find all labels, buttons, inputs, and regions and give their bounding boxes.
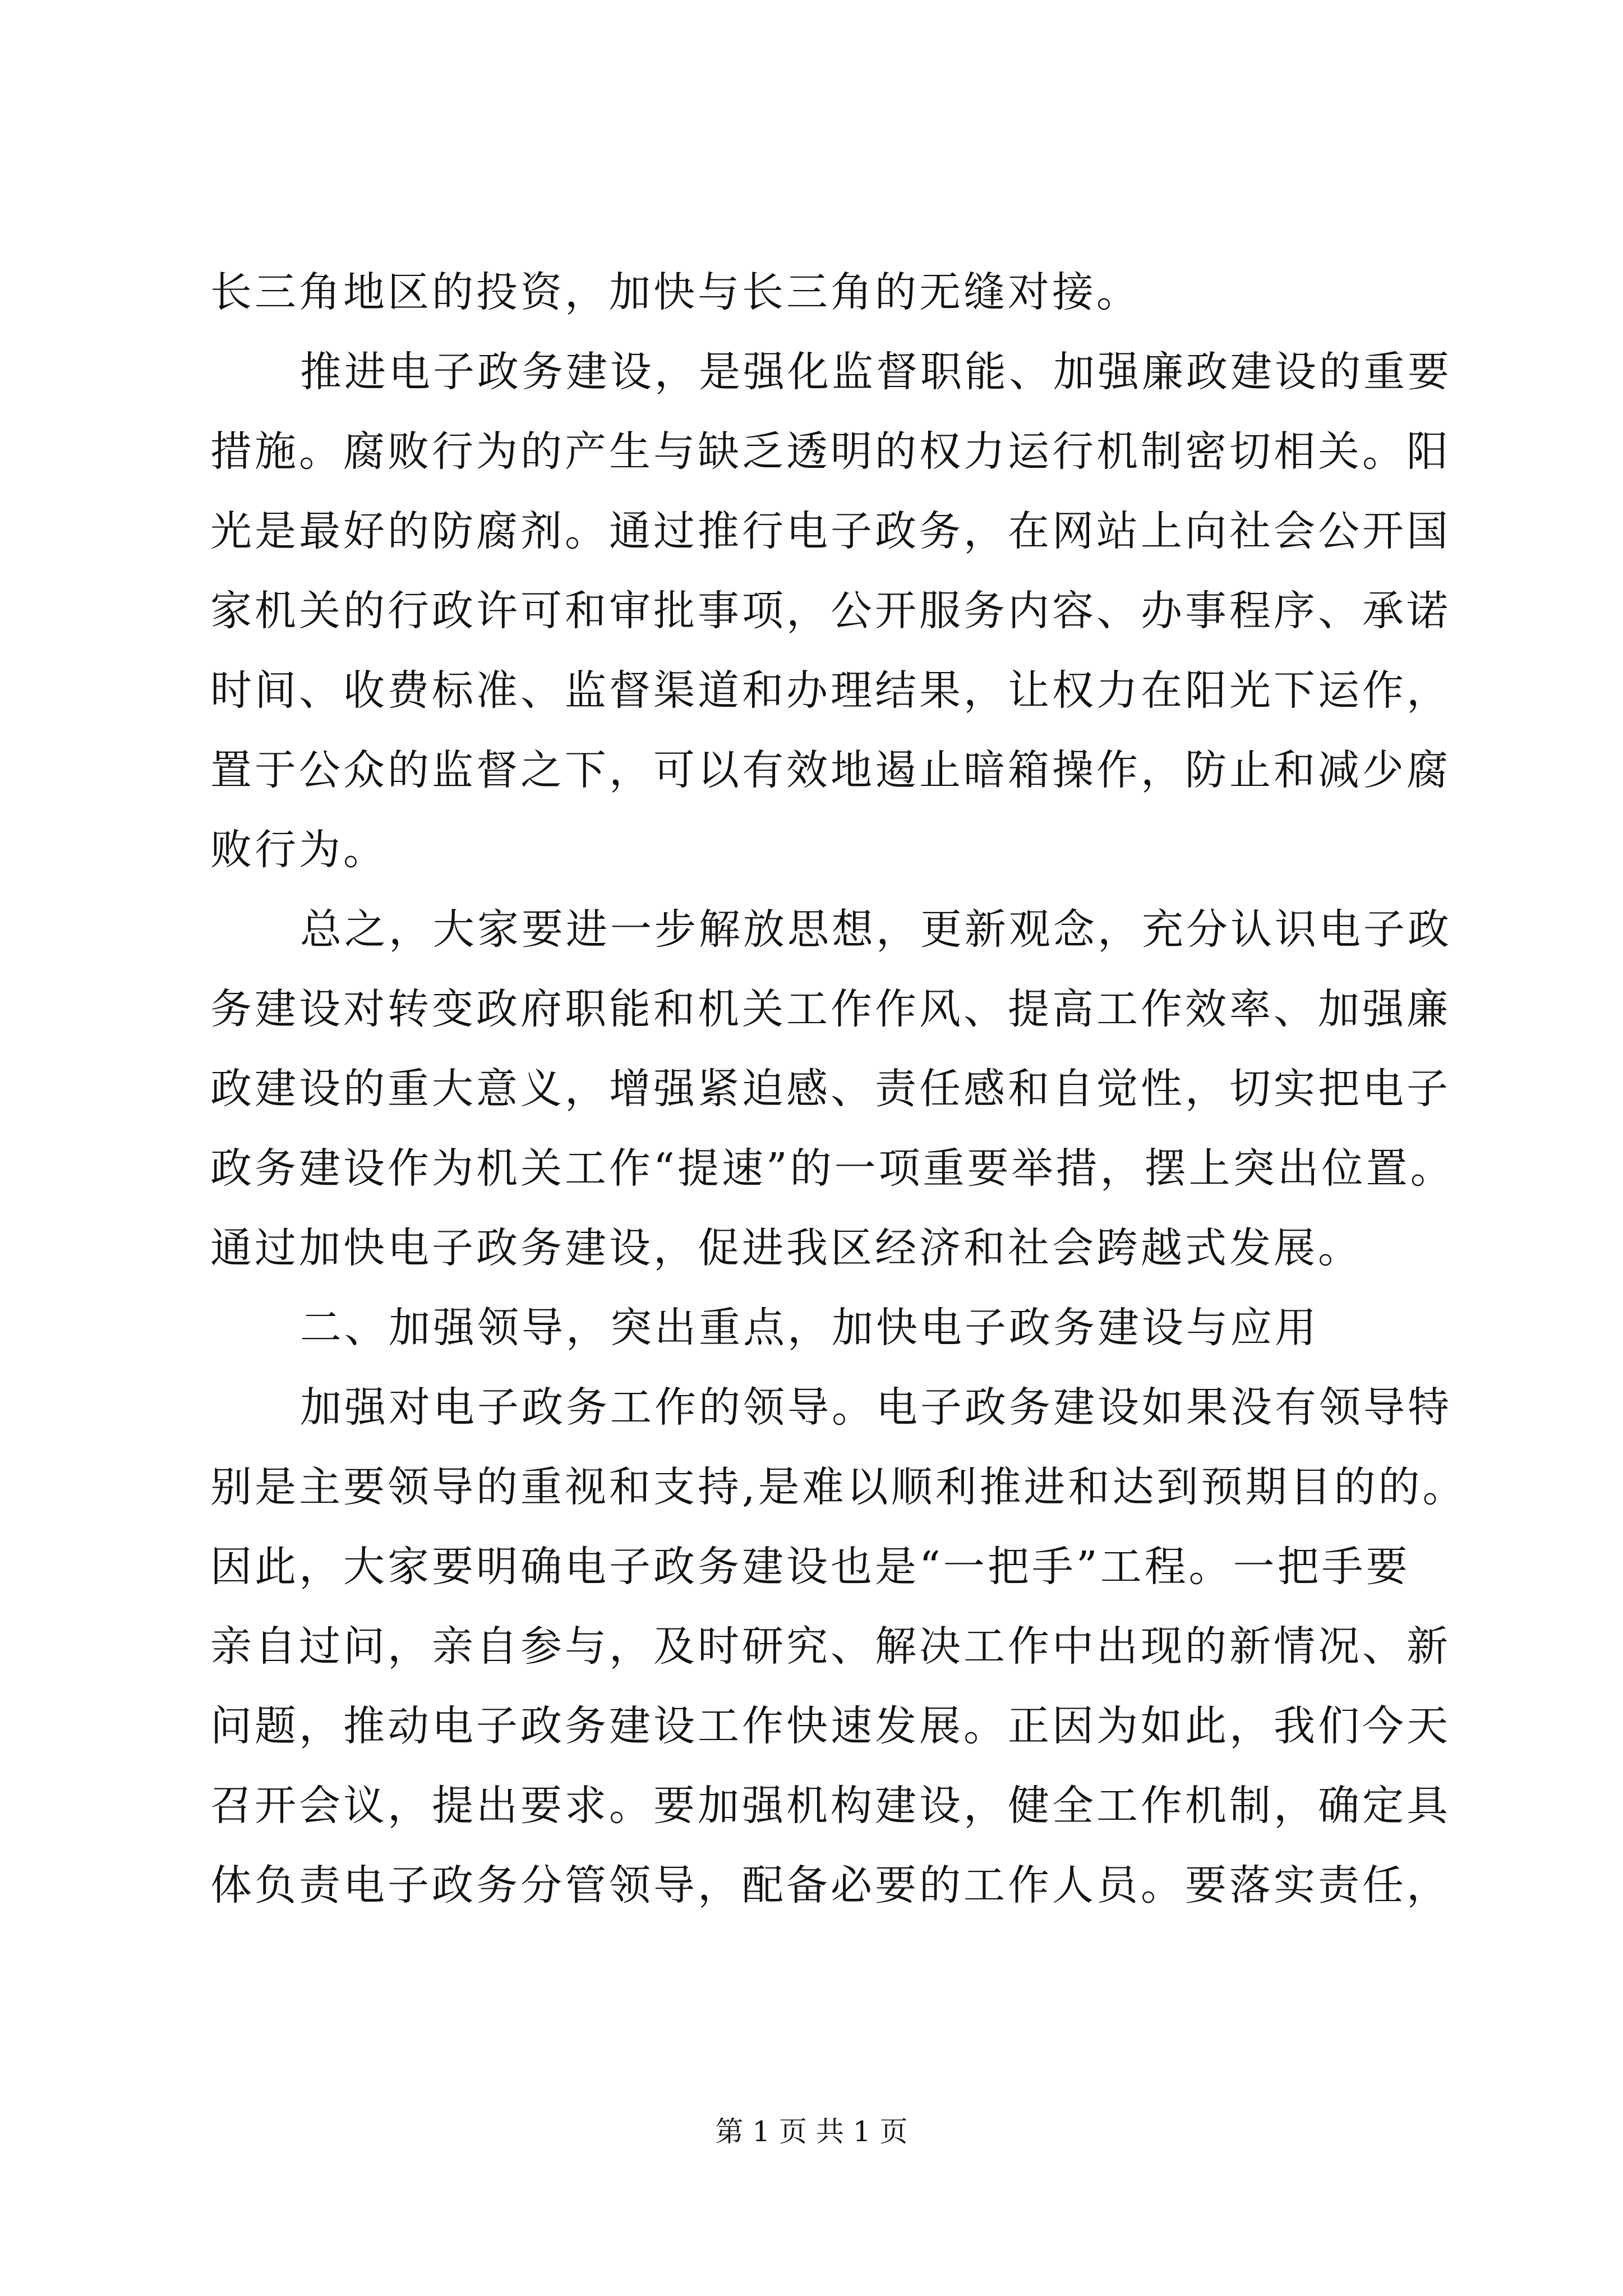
text-line: 体负责电子政务分管领导，配备必要的工作人员。要落实责任， bbox=[210, 1861, 1451, 1910]
text-line: 败行为。 bbox=[210, 826, 388, 874]
text-line: 光是最好的防腐剂。通过推行电子政务，在网站上向社会公开国 bbox=[210, 507, 1451, 555]
text-line: 推进电子政务建设，是强化监督职能、加强廉政建设的重要 bbox=[300, 348, 1452, 396]
text-line: 家机关的行政许可和审批事项，公开服务内容、办事程序、承诺 bbox=[210, 587, 1451, 635]
text-line: 加强对电子政务工作的领导。电子政务建设如果没有领导特 bbox=[300, 1383, 1452, 1432]
text-line: 时间、收费标准、监督渠道和办理结果，让权力在阳光下运作， bbox=[210, 666, 1451, 715]
text-line: 措施。腐败行为的产生与缺乏透明的权力运行机制密切相关。阳 bbox=[210, 427, 1451, 476]
text-line: 问题，推动电子政务建设工作快速发展。正因为如此，我们今天 bbox=[210, 1702, 1451, 1750]
section-heading: 二、加强领导，突出重点，加快电子政务建设与应用 bbox=[300, 1304, 1319, 1352]
text-line: 亲自过问，亲自参与，及时研究、解决工作中出现的新情况、新 bbox=[210, 1622, 1451, 1671]
text-line: 通过加快电子政务建设，促进我区经济和社会跨越式发展。 bbox=[210, 1224, 1362, 1272]
text-line: 政建设的重大意义，增强紧迫感、责任感和自觉性，切实把电子 bbox=[210, 1065, 1451, 1113]
text-line: 长三角地区的投资，加快与长三角的无缝对接。 bbox=[210, 268, 1141, 316]
text-line: 置于公众的监督之下，可以有效地遏止暗箱操作，防止和减少腐 bbox=[210, 746, 1451, 794]
page-number: 第 1 页 共 1 页 bbox=[715, 2115, 908, 2148]
text-line: 政务建设作为机关工作“提速”的一项重要举措，摆上突出位置。 bbox=[210, 1144, 1455, 1193]
text-line: 别是主要领导的重视和支持,是难以顺利推进和达到预期目的的。 bbox=[210, 1463, 1467, 1511]
text-line: 总之，大家要进一步解放思想，更新观念，充分认识电子政 bbox=[300, 905, 1452, 954]
text-line: 务建设对转变政府职能和机关工作作风、提高工作效率、加强廉 bbox=[210, 985, 1451, 1033]
text-line: 召开会议，提出要求。要加强机构建设，健全工作机制，确定具 bbox=[210, 1782, 1451, 1830]
text-line: 因此，大家要明确电子政务建设也是“一把手”工程。一把手要 bbox=[210, 1543, 1410, 1591]
document-body bbox=[210, 252, 1467, 1925]
page-footer bbox=[0, 2115, 1623, 2148]
